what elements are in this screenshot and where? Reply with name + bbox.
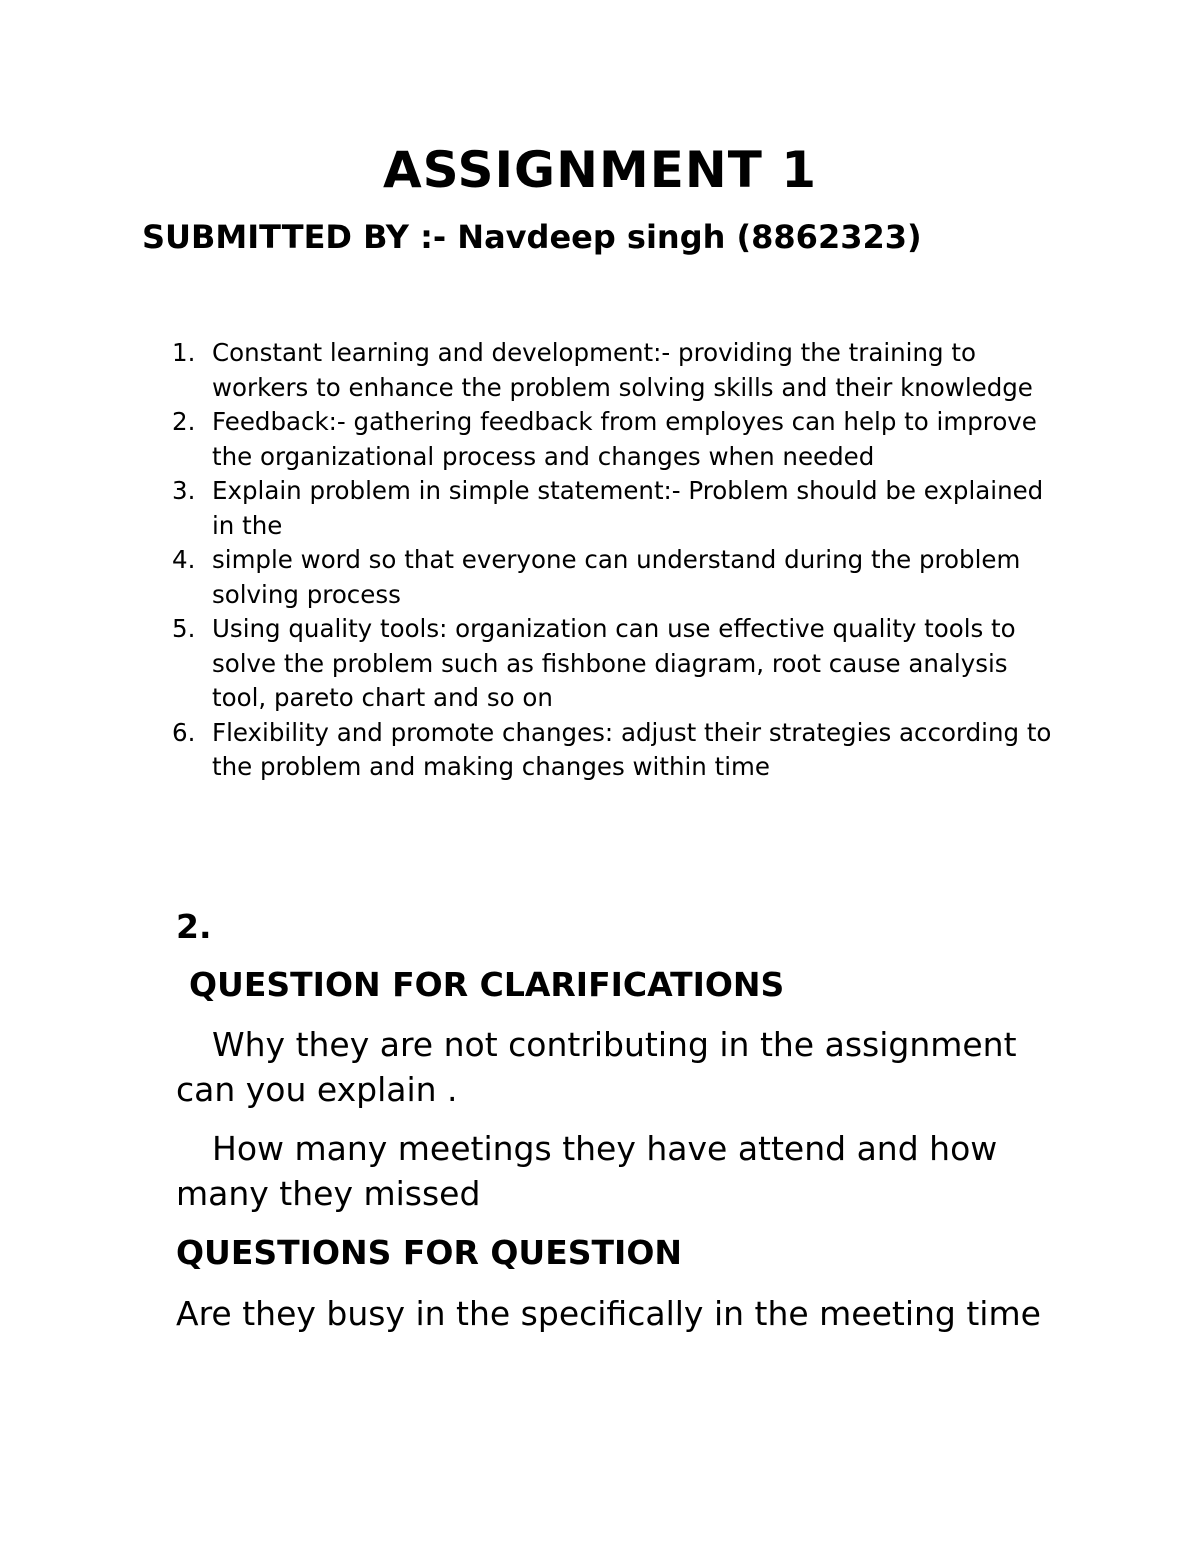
list-item-text: Flexibility and promote changes: adjust their strategies according to the problem and making changes within time [212, 717, 1052, 781]
list-item-number: 3. [172, 476, 196, 505]
list-item-text: simple word so that everyone can understand during the problem solving process [212, 545, 1021, 609]
list-item-number: 6. [172, 717, 196, 747]
clarification-heading: QUESTION FOR CLARIFICATIONS [189, 965, 785, 1004]
list-item-text: Explain problem in simple statement:- Problem should be explained in the [212, 476, 1044, 540]
list-item [172, 543, 1052, 612]
list-item [172, 716, 1052, 785]
list-item [172, 612, 1052, 716]
list-item [172, 474, 1052, 543]
list-item-number: 4. [172, 545, 196, 574]
submitted-by-line: SUBMITTED BY :- Navdeep singh (8862323) [142, 218, 922, 256]
clarification-question-2: How many meetings they have attend and how many they missed [176, 1129, 998, 1213]
list-item-text: Constant learning and development:- providing the training to workers to enhance the problem solving skills and their knowledge [212, 338, 1033, 402]
list-item-text: Feedback:- gathering feedback from employes can help to improve the organizational process and changes when needed [212, 407, 1037, 471]
numbered-list [172, 336, 1052, 785]
list-item-number: 2. [172, 407, 196, 436]
question-heading: QUESTIONS FOR QUESTION [176, 1233, 682, 1272]
list-item-text: Using quality tools: organization can use effective quality tools to solve the problem such as fishbone diagram, root cause analysis tool, pareto chart and so on [212, 614, 1016, 712]
list-item [172, 405, 1052, 474]
section-number: 2. [176, 907, 212, 946]
clarification-question-1: Why they are not contributing in the assignment can you explain . [176, 1025, 1017, 1109]
document-title: ASSIGNMENT 1 [382, 141, 818, 199]
list-item-number: 1. [172, 338, 196, 367]
question-1: Are they busy in the specifically in the meeting time [176, 1294, 1041, 1333]
list-item [172, 336, 1052, 405]
list-item-number: 5. [172, 614, 196, 643]
